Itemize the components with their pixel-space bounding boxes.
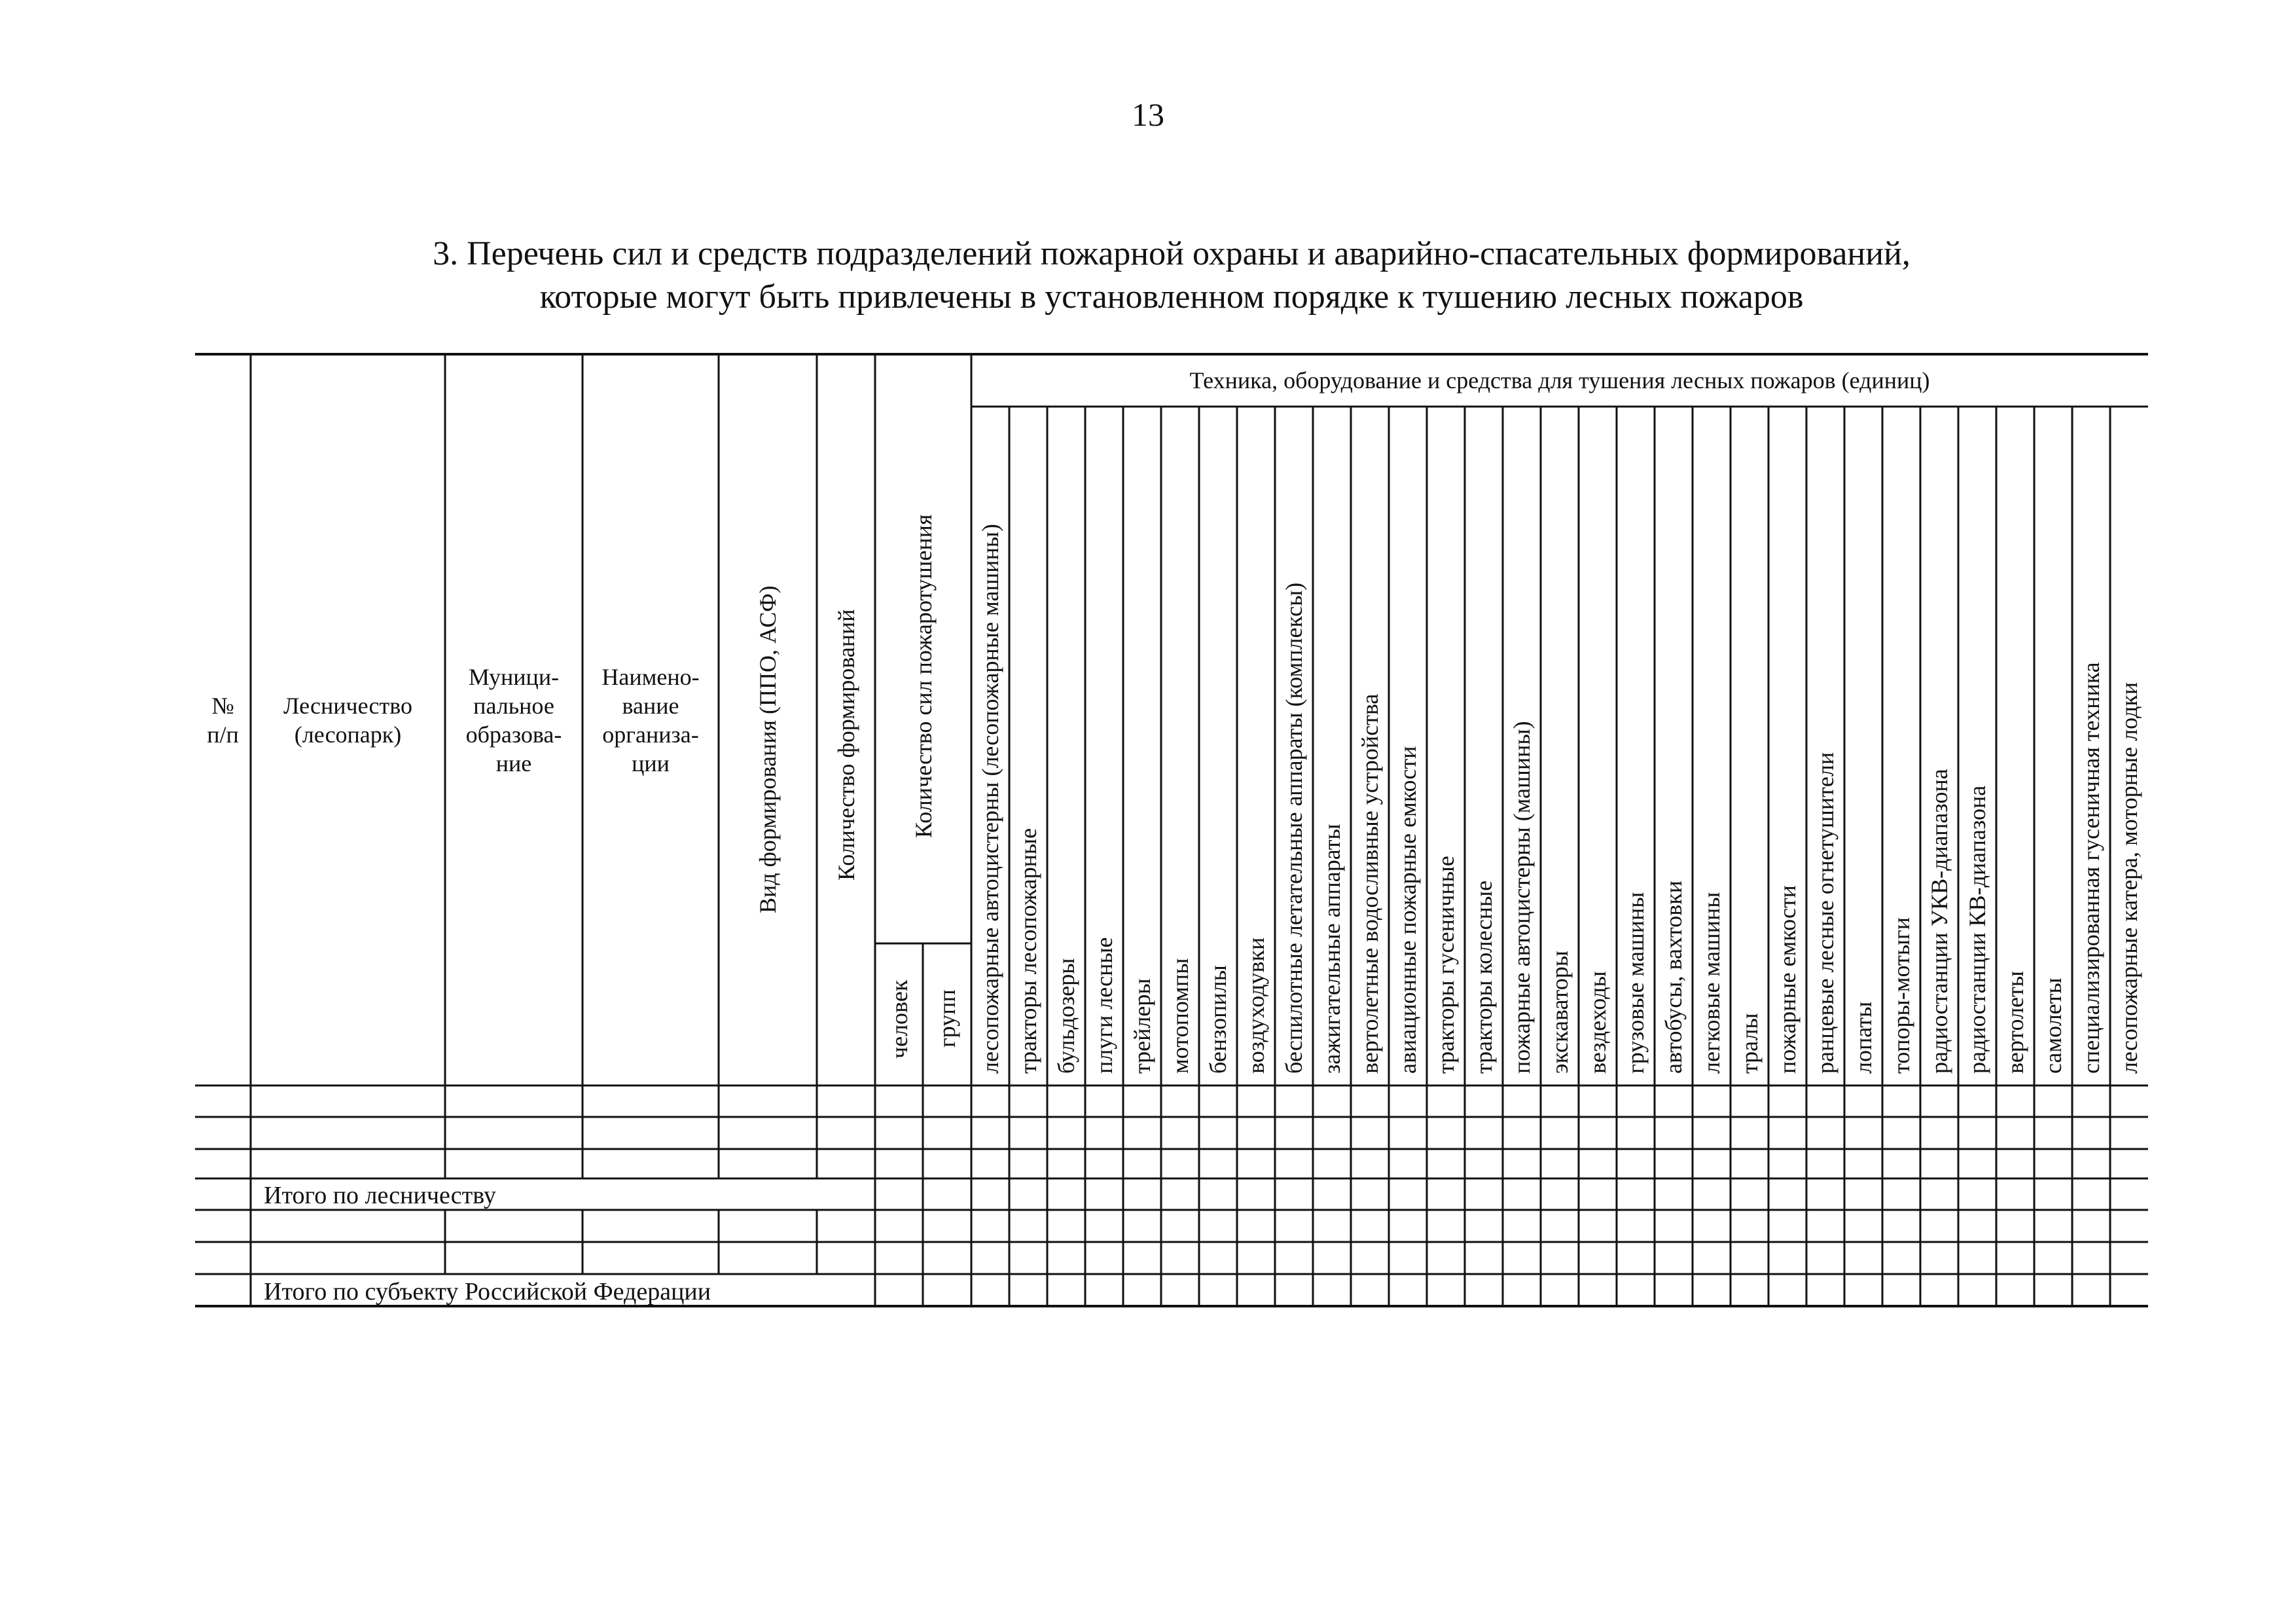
header-equipment-1: лесопожарные автоцистерны (лесопожарные машины): [977, 524, 1003, 1074]
header-forces-groups: групп: [934, 989, 960, 1048]
header-municipality-line: ние: [495, 750, 532, 776]
header-equipment-19: автобусы, вахтовки: [1660, 880, 1687, 1074]
header-forces-people: человек: [886, 979, 912, 1059]
header-equipment-18: грузовые машины: [1623, 892, 1649, 1074]
header-equipment-27: радиостанции КВ-диапазона: [1964, 785, 1990, 1074]
page-number: 13: [1132, 96, 1164, 133]
row-forestry-total: Итого по лесничеству: [264, 1182, 496, 1209]
header-equipment-group: Техника, оборудование и средства для тушения лесных пожаров (единиц): [1189, 367, 1930, 393]
header-equipment-31: лесопожарные катера, моторные лодки: [2116, 682, 2142, 1074]
header-equipment-23: ранцевые лесные огнетушители: [1812, 752, 1839, 1074]
header-num: [207, 691, 239, 749]
header-equipment-8: воздуходувки: [1243, 937, 1269, 1074]
header-equipment-13: тракторы гусеничные: [1433, 856, 1459, 1074]
header-equipment-26: радиостанции УКВ-диапазона: [1926, 769, 1952, 1074]
header-equipment-21: тралы: [1736, 1013, 1763, 1074]
header-forestry-line: Лесничество: [283, 693, 412, 719]
header-equipment-24: лопаты: [1850, 1001, 1876, 1074]
header-municipality-line: Муници-: [468, 664, 560, 690]
header-equipment-9: беспилотные летательные аппараты (комплексы): [1281, 582, 1307, 1074]
header-municipality: [466, 663, 562, 778]
title-line-2: которые могут быть привлечены в установленном порядке к тушению лесных пожаров: [539, 278, 1804, 316]
header-municipality-line: образова-: [465, 721, 562, 748]
header-organization: [601, 663, 699, 778]
header-equipment-3: бульдозеры: [1053, 958, 1079, 1074]
header-equipment-7: бензопилы: [1205, 965, 1231, 1074]
header-equipment-17: вездеходы: [1585, 971, 1611, 1074]
header-equipment-6: мотопомпы: [1167, 958, 1193, 1074]
header-formation-type: Вид формирования (ППО, АСФ): [755, 585, 781, 913]
header-num-line: п/п: [207, 721, 239, 748]
header-formations-count: Количество формирований: [833, 609, 859, 881]
header-equipment-16: экскаваторы: [1547, 951, 1573, 1074]
header-equipment-11: вертолетные водосливные устройства: [1357, 693, 1383, 1074]
title-line-1: 3. Перечень сил и средств подразделений пожарной охраны и аварийно-спасательных формирований,: [433, 235, 1910, 272]
header-equipment-14: тракторы колесные: [1471, 880, 1497, 1074]
header-municipality-line: пальное: [473, 693, 554, 719]
header-equipment-5: трейлеры: [1129, 978, 1155, 1074]
header-equipment-28: вертолеты: [2002, 971, 2028, 1074]
header-forestry: [283, 691, 412, 749]
header-equipment-12: авиационные пожарные емкости: [1395, 746, 1421, 1074]
header-equipment-22: пожарные емкости: [1774, 885, 1801, 1074]
header-num-line: №: [211, 693, 234, 719]
header-equipment-4: плуги лесные: [1091, 937, 1117, 1074]
header-organization-line: вание: [622, 693, 679, 719]
header-equipment-10: зажигательные аппараты: [1319, 824, 1345, 1074]
header-equipment-30: специализированная гусеничная техника: [2078, 662, 2104, 1074]
row-subject-total: Итого по субъекту Российской Федерации: [264, 1277, 711, 1305]
header-forestry-line: (лесопарк): [294, 721, 402, 748]
header-forces-count: Количество сил пожаротушения: [910, 514, 937, 838]
header-equipment-29: самолеты: [2040, 977, 2066, 1074]
header-equipment-25: топоры-мотыги: [1888, 917, 1914, 1074]
header-organization-line: организа-: [602, 721, 699, 748]
header-equipment-2: тракторы лесопожарные: [1015, 828, 1041, 1074]
header-equipment-20: легковые машины: [1698, 892, 1725, 1074]
header-equipment-15: пожарные автоцистерны (машины): [1509, 721, 1535, 1074]
header-organization-line: ции: [632, 750, 670, 776]
header-organization-line: Наимено-: [601, 664, 700, 690]
